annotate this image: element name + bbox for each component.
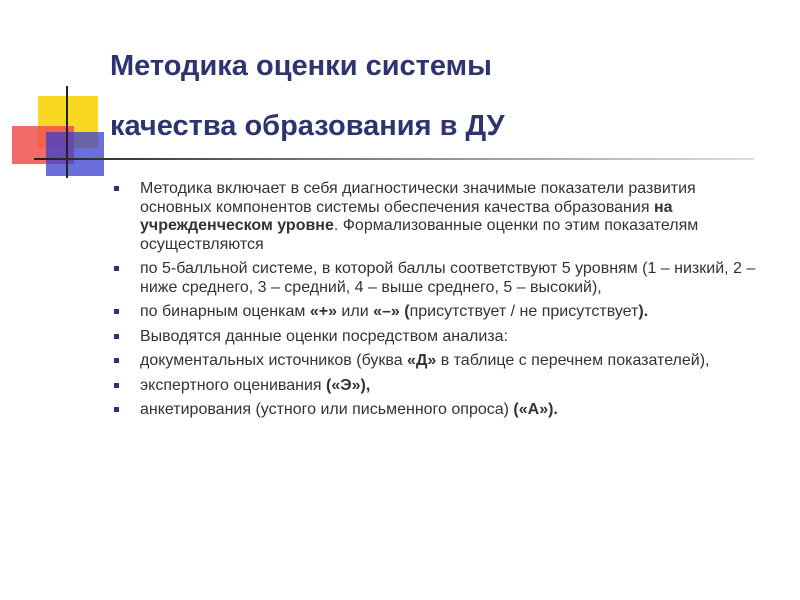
bullet-square-icon — [114, 407, 119, 412]
title-divider-line — [34, 158, 754, 160]
item-text-bold: «–» ( — [373, 303, 410, 320]
item-text-bold: «+» — [309, 303, 337, 320]
bullet-square-icon — [114, 334, 119, 339]
list-item — [100, 303, 770, 322]
item-text: экспертного оценивания — [140, 376, 326, 394]
list-item — [100, 260, 770, 297]
item-text: Методика включает в себя диагностически значимые показатели развития основных компонентов системы обеспечения качества образования — [140, 180, 696, 216]
item-text: Выводятся данные оценки посредством анализа: — [140, 327, 508, 345]
item-text-bold: («Э»), — [326, 376, 371, 394]
list-item — [100, 352, 770, 371]
item-text-bold: «Д» — [407, 352, 437, 369]
item-text: или — [336, 303, 374, 320]
bullet-square-icon — [114, 186, 119, 191]
bullet-list — [100, 180, 770, 426]
slide-title-line-1: Методика оценки системы — [110, 50, 492, 82]
item-text: документальных источников (буква — [140, 352, 408, 369]
bullet-square-icon — [114, 383, 119, 388]
list-item — [100, 377, 770, 396]
bullet-square-icon — [114, 309, 119, 314]
item-text: . Формализованные оценки по этим показателям осуществляются — [140, 217, 699, 253]
item-text: в таблице с перечнем показателей), — [436, 352, 710, 369]
item-text: присутствует / не присутствует — [409, 303, 639, 320]
slide-title — [110, 36, 770, 156]
list-item — [100, 328, 770, 347]
slide-title-line-2: качества образования в ДУ — [110, 110, 505, 142]
decor-vertical-line — [66, 86, 68, 178]
list-item — [100, 401, 770, 420]
item-text-bold: ). — [638, 303, 649, 320]
item-text: по бинарным оценкам — [140, 303, 310, 320]
decor-blue-square — [46, 132, 104, 176]
bullet-square-icon — [114, 358, 119, 363]
bullet-square-icon — [114, 266, 119, 271]
item-text: анкетирования (устного или письменного опроса) — [140, 401, 514, 418]
item-text-bold: («А»). — [513, 401, 558, 418]
item-text: по 5-балльной системе, в которой баллы соответствуют 5 уровням (1 – низкий, 2 – ниже среднего, 3 – средний, 4 – выше среднего, 5 – высокий), — [140, 260, 756, 296]
list-item — [100, 180, 770, 254]
item-text-bold: на учрежденческом уровне — [140, 198, 673, 234]
